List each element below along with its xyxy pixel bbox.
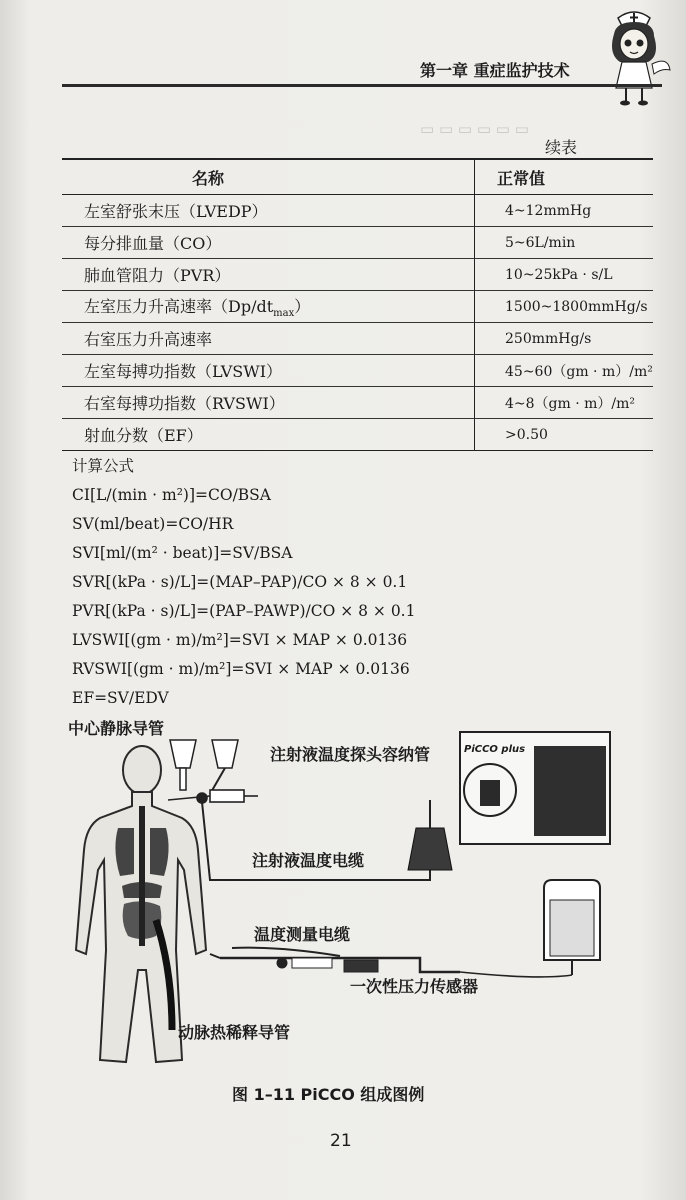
temp-cable-line: [232, 948, 340, 956]
formula-line: PVR[(kPa · s)/L]=(PAP–PAWP)/CO × 8 × 0.1: [72, 602, 416, 620]
formula-section: [72, 452, 415, 713]
header-rule: [62, 84, 662, 87]
formula-line: EF=SV/EDV: [72, 689, 169, 707]
bleed-through-text: ▭ ▭ ▭ ▭ ▭ ▭: [420, 120, 529, 138]
nurse-mascot-icon: [596, 4, 672, 108]
parameter-name: 右室压力升高速率: [62, 323, 475, 355]
pressure-transducer-icon: [277, 958, 378, 972]
parameter-name: 射血分数（EF）: [62, 419, 475, 451]
parameter-value: 4~8（gm · m）/m²: [475, 387, 654, 419]
parameter-value: >0.50: [475, 419, 654, 451]
page-number: 21: [330, 1131, 352, 1151]
label-central-venous-catheter: 中心静脉导管: [68, 719, 165, 738]
formula-line: CI[L/(min · m²)]=CO/BSA: [72, 486, 271, 504]
table-row: [62, 259, 653, 291]
parameter-value: 5~6L/min: [475, 227, 654, 259]
parameter-value: 1500~1800mmHg/s: [475, 291, 654, 323]
parameter-name: 肺血管阻力（PVR）: [62, 259, 475, 291]
label-temperature-cable: 温度测量电缆: [254, 925, 351, 944]
pressure-bag-icon: [544, 880, 600, 975]
table-row: [62, 195, 653, 227]
table-row: [62, 291, 653, 323]
label-injectate-housing: 注射液温度探头容纳管: [270, 745, 431, 764]
monitor-brand-label: PiCCO plus: [464, 744, 526, 755]
parameter-value: 10~25kPa · s/L: [475, 259, 654, 291]
junction-box-icon: [408, 828, 452, 870]
parameter-name: 左室压力升高速率$(Dp/dt_{max})$: [62, 291, 475, 323]
formula-line: SVR[(kPa · s)/L]=(MAP–PAP)/CO × 8 × 0.1: [72, 573, 408, 591]
table-row: [62, 355, 653, 387]
chapter-header: 第一章 重症监护技术: [420, 61, 570, 80]
formula-title: 计算公式: [72, 457, 135, 475]
table-row: [62, 419, 653, 451]
parameter-name: 左室舒张末压（LVEDP）: [62, 195, 475, 227]
column-header-normal: 正常值: [475, 159, 654, 195]
table-continued-label: 续表: [545, 138, 578, 157]
injectate-cup-icon: [170, 740, 238, 794]
formula-line: SV(ml/beat)=CO/HR: [72, 515, 234, 533]
column-header-name: 名称: [62, 159, 475, 195]
label-arterial-catheter: 动脉热稀释导管: [178, 1023, 291, 1042]
formula-line: LVSWI[(gm · m)/m²]=SVI × MAP × 0.0136: [72, 631, 408, 649]
parameter-name: 每分排血量（CO）: [62, 227, 475, 259]
picco-figure: [60, 710, 660, 1080]
catheter-tip-line: [210, 954, 220, 958]
formula-line: SVI[ml/(m² · beat)]=SV/BSA: [72, 544, 293, 562]
picco-diagram: [60, 710, 660, 1080]
sensor-cable-line: [220, 958, 460, 972]
parameter-name: 右室每搏功指数（RVSWI）: [62, 387, 475, 419]
normal-values-table: [62, 158, 653, 451]
syringe-icon: [168, 790, 258, 803]
parameter-value: 45~60（gm · m）/m²: [475, 355, 654, 387]
table-row: [62, 387, 653, 419]
parameter-value: 4~12mmHg: [475, 195, 654, 227]
label-pressure-transducer: 一次性压力传感器: [350, 977, 479, 996]
subscript-max: max: [273, 308, 295, 320]
label-injectate-cable: 注射液温度电缆: [252, 851, 365, 870]
table-row: [62, 227, 653, 259]
figure-caption: 图 1–11 PiCCO 组成图例: [232, 1085, 425, 1104]
formula-line: RVSWI[(gm · m)/m²]=SVI × MAP × 0.0136: [72, 660, 410, 678]
parameter-name: 左室每搏功指数（LVSWI）: [62, 355, 475, 387]
table-header-row: [62, 159, 653, 195]
table-row: [62, 323, 653, 355]
parameter-value: 250mmHg/s: [475, 323, 654, 355]
